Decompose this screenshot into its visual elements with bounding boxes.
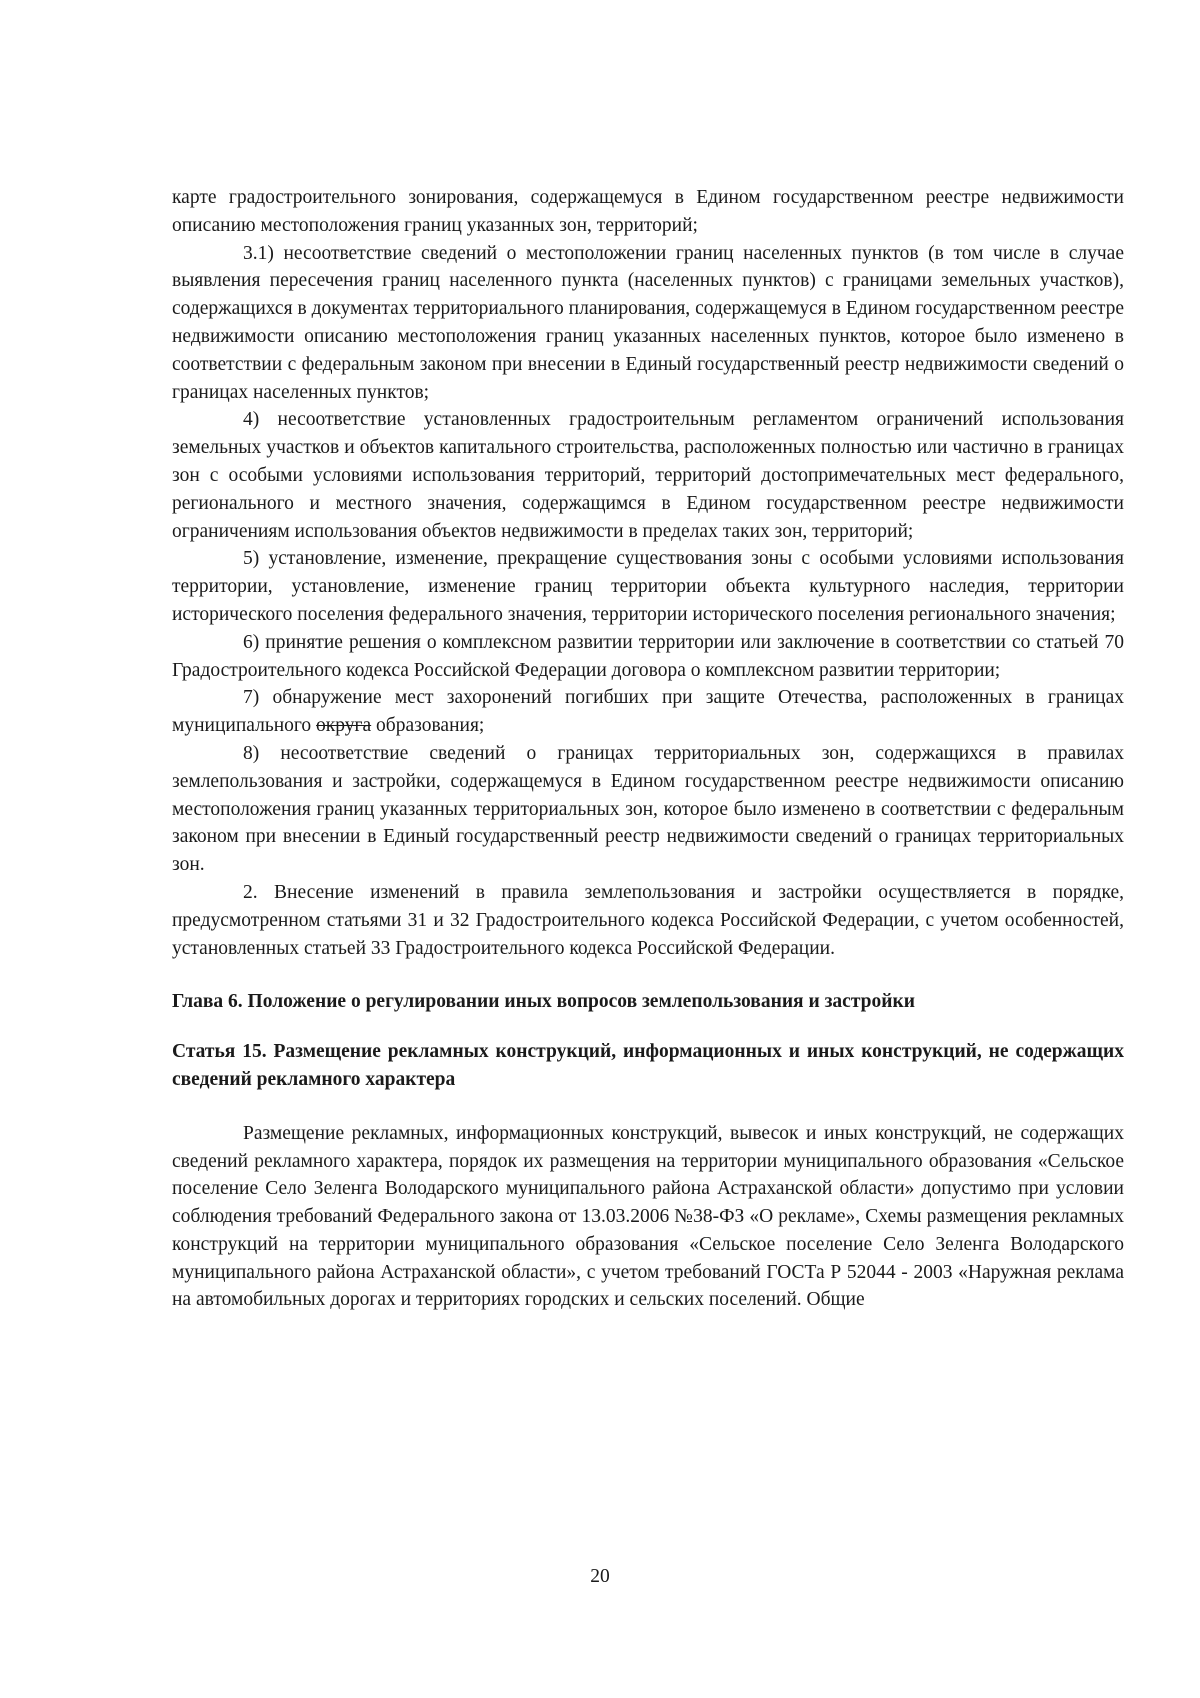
article-heading: Статья 15. Размещение рекламных конструкций, информационных и иных конструкций, не содержащих сведений рекламного характера bbox=[172, 1041, 1124, 1090]
list-item-3-1: 3.1) несоответствие сведений о местоположении границ населенных пунктов (в том числе в случае выявления пересечения границ населенного пункта (населенных пунктов) с границами земельных участков), содержащихся в документах территориального планирования, содержащемуся в Едином государственном реестре недвижимости описанию местоположения границ указанных населенных пунктов, которое было изменено в соответствии с федеральным законом при внесении в Единый государственный реестр недвижимости сведений о границах населенных пунктов; bbox=[172, 242, 1124, 403]
list-item-8: 8) несоответствие сведений о границах территориальных зон, содержащихся в правилах землепользования и застройки, содержащемуся в Едином государственном реестре недвижимости описанию местоположения границ указанных территориальных зон, которое было изменено в соответствии с федеральным законом при внесении в Единый государственный реестр недвижимости сведений о границах территориальных зон. bbox=[172, 742, 1124, 876]
list-item-7 bbox=[172, 684, 1124, 740]
chapter-heading: Глава 6. Положение о регулировании иных вопросов землепользования и застройки bbox=[172, 991, 915, 1013]
list-item-5: 5) установление, изменение, прекращение существования зоны с особыми условиями использования территории, установление, изменение границ территории объекта культурного наследия, территории исторического поселения федерального значения, территории исторического поселения регионального значения; bbox=[172, 548, 1124, 625]
struck-word: округа bbox=[316, 715, 372, 737]
page-number: 20 bbox=[590, 1566, 610, 1587]
paragraph-continuation: карте градостроительного зонирования, содержащемуся в Едином государственном реестре недвижимости описанию местоположения границ указанных зон, территорий; bbox=[172, 187, 1124, 236]
list-item-4: 4) несоответствие установленных градостроительным регламентом ограничений использования земельных участков и объектов капитального строительства, расположенных полностью или частично в границах зон с особыми условиями использования территорий, территорий достопримечательных мест федерального, регионального и местного значения, содержащимся в Едином государственном реестре недвижимости ограничениям использования объектов недвижимости в пределах таких зон, территорий; bbox=[172, 409, 1124, 542]
paragraph-2: 2. Внесение изменений в правила землепользования и застройки осуществляется в порядке, предусмотренном статьями 31 и 32 Градостроительного кодекса Российской Федерации, с учетом особенностей, установленных статьей 33 Градостроительного кодекса Российской Федерации. bbox=[172, 881, 1124, 959]
list-item-7-text: 7) обнаружение мест захоронений погибших при защите Отечества, расположенных в границах муниципального bbox=[172, 687, 1124, 737]
article-body: Размещение рекламных, информационных конструкций, вывесок и иных конструкций, не содержащих сведений рекламного характера, порядок их размещения на территории муниципального образования «Сельское поселение Село Зеленга Володарского муниципального района Астраханской области» допустимо при условии соблюдения требований Федерального закона от 13.03.2006 №38-ФЗ «О рекламе», Схемы размещения рекламных конструкций на территории муниципального образования «Сельское поселение Село Зеленга Володарского муниципального района Астраханской области», с учетом требований ГОСТа Р 52044 - 2003 «Наружная реклама на автомобильных дорогах и территориях городских и сельских поселений. Общие bbox=[172, 1122, 1124, 1311]
list-item-6: 6) принятие решения о комплексном развитии территории или заключение в соответствии со статьей 70 Градостроительного кодекса Российской Федерации договора о комплексном развитии территории; bbox=[172, 631, 1124, 681]
document-page bbox=[172, 184, 1124, 1314]
list-item-7-tail: образования; bbox=[371, 715, 485, 737]
